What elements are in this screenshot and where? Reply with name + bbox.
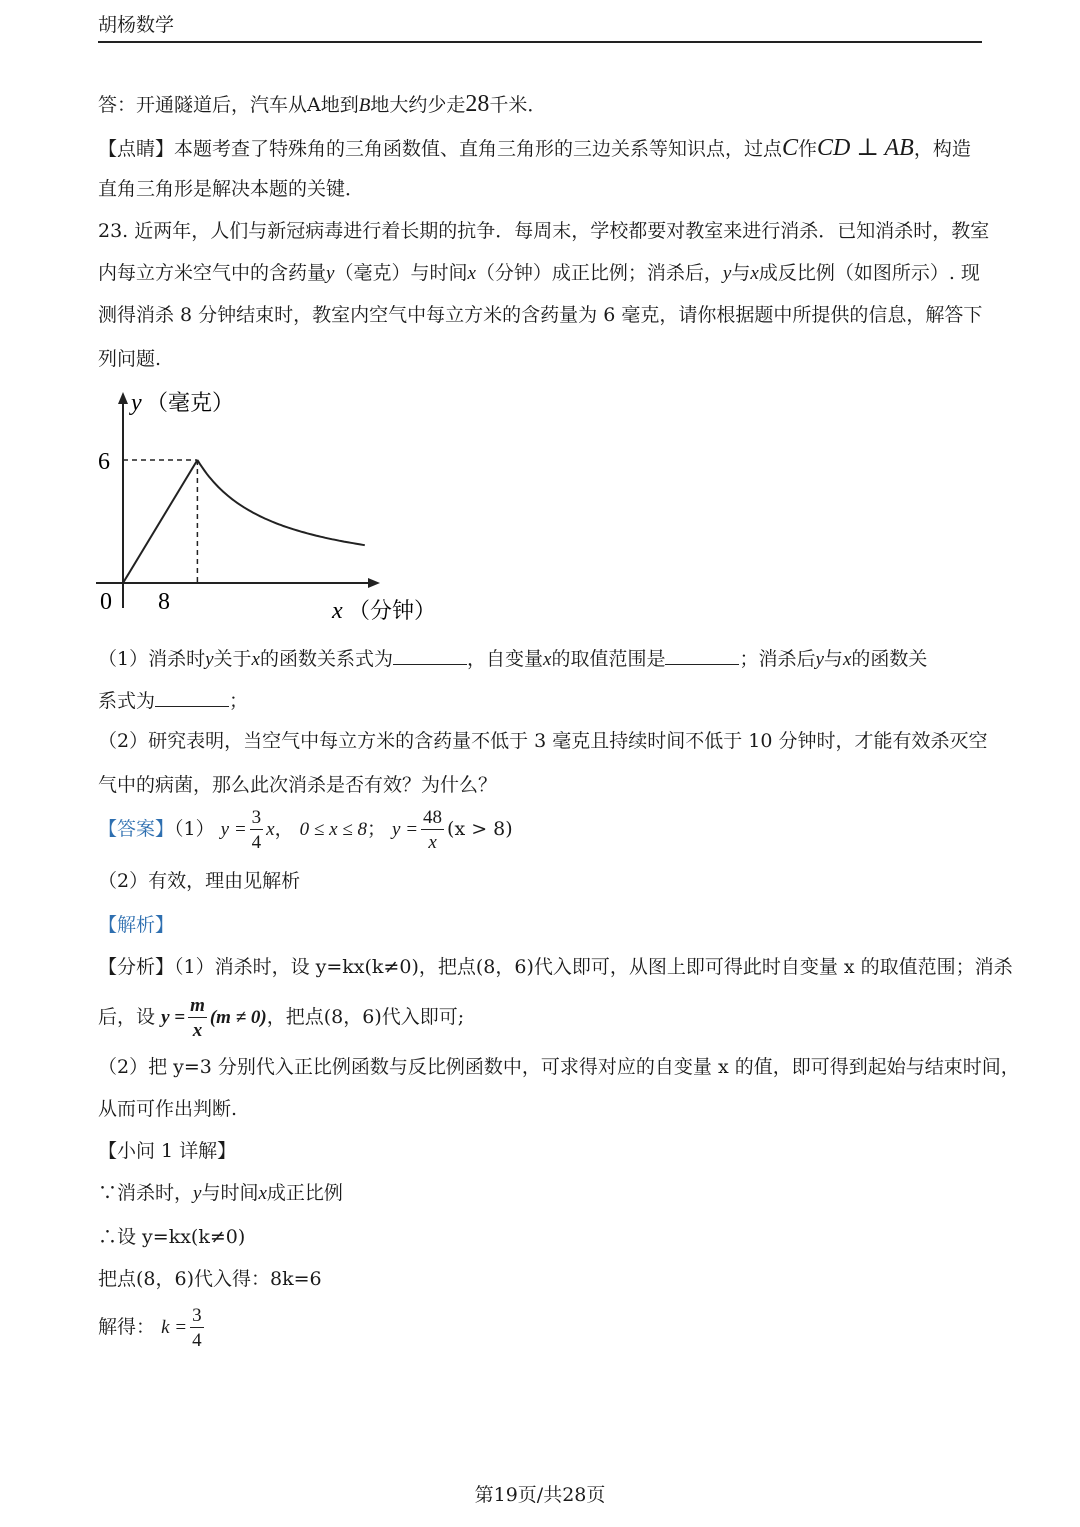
fraction-m-x: [188, 996, 207, 1040]
y-axis-unit: （毫克）: [146, 391, 235, 416]
detail-title: 【小问 1 详解】: [98, 1140, 237, 1162]
text: （1）: [174, 818, 215, 840]
text: （1）消杀时: [98, 648, 206, 670]
text: （毫克）与时间: [334, 262, 468, 284]
text: 系式为: [98, 690, 156, 712]
eq-lhs: y =: [161, 1007, 186, 1028]
text: 地大约少走: [370, 94, 466, 116]
series-proportional-line: [123, 460, 197, 583]
page-number: 第19页/共28页: [474, 1484, 606, 1506]
text: （分钟）成正比例；消杀后，: [475, 262, 723, 284]
series-inverse-curve: [197, 460, 364, 545]
detail-step-1: [98, 1184, 343, 1203]
text: ∵消杀时，: [98, 1182, 194, 1204]
text: 与时间: [201, 1182, 259, 1204]
detail-step-4: [98, 1306, 207, 1350]
text: 与: [731, 262, 751, 284]
sub2-line-1: （2）研究表明，当空气中每立方米的含药量不低于 3 毫克且持续时间不低于 10 分钟时，才能有效杀灭空: [98, 730, 988, 752]
text: ，: [274, 818, 294, 840]
eq-lhs: k =: [161, 1317, 188, 1338]
answer-line-1: [98, 808, 513, 852]
q23-line-3: 测得消杀 8 分钟结束时，教室内空气中每立方米的含药量为 6 毫克，请你根据题中所提供的信息，解答下: [98, 304, 983, 326]
var-x: x: [750, 263, 759, 284]
text: ；: [366, 818, 386, 840]
var-x: x: [266, 819, 275, 840]
point-b: B: [358, 95, 371, 116]
text: 内每立方米空气中的含药量: [98, 262, 327, 284]
function-graph: [90, 380, 450, 632]
text: ；: [229, 690, 249, 712]
x-axis-unit: （分钟）: [348, 599, 437, 624]
analysis-line-1: 【分析】（1）消杀时，设 y=kx(k≠0)，把点(8，6)代入即可，从图上即可得此时自变量 x 的取值范围；消杀: [98, 956, 1013, 978]
text: 千米．: [489, 94, 547, 116]
perpendicular-expr: CD ⊥ AB: [817, 135, 914, 161]
var-y: y: [815, 649, 824, 670]
point-c: C: [782, 135, 799, 161]
numerator: m: [190, 995, 205, 1016]
numerator: 3: [251, 807, 262, 828]
answer-conclusion: [98, 92, 546, 116]
text: 答：开通隧道后，汽车从A地到: [98, 94, 359, 116]
text: 成正比例: [266, 1182, 343, 1204]
sub1-line-1: [98, 648, 927, 669]
denominator: x: [428, 832, 437, 853]
answer-line-2: （2）有效，理由见解析: [98, 870, 301, 892]
y-axis-var: y: [131, 390, 142, 416]
fraction-3-4: [190, 1306, 204, 1350]
domain-range: 0 ≤ x ≤ 8: [299, 819, 367, 840]
text: 的函数关系式为: [259, 648, 393, 670]
x-axis-var: x: [332, 598, 343, 624]
q23-line-2: [98, 264, 980, 283]
text: 的取值范围是: [551, 648, 666, 670]
var-y: y: [193, 1183, 202, 1204]
detail-step-3: 把点(8，6)代入得：8k=6: [98, 1268, 322, 1290]
answer-blank: [155, 690, 229, 707]
distance-value: 28: [465, 91, 490, 117]
numerator: 48: [423, 807, 443, 828]
analysis-line-3: （2）把 y=3 分别代入正比例函数与反比例函数中，可求得对应的自变量 x 的值，即可得到起始与结束时间，: [98, 1056, 1020, 1078]
denominator: 4: [192, 1330, 202, 1351]
var-x: x: [543, 649, 552, 670]
var-x: x: [842, 649, 852, 670]
text: ，把点(8，6)代入即可;: [266, 1006, 465, 1028]
eq-lhs: y =: [220, 819, 247, 840]
analysis-tag: 【解析】: [98, 914, 175, 936]
var-y: y: [722, 263, 732, 284]
x-axis-arrow: [368, 578, 380, 588]
fraction-48-x: [421, 808, 444, 852]
text: 成反比例（如图所示）. 现: [758, 262, 980, 284]
answer-blank: [393, 648, 467, 665]
x-tick-label: 8: [158, 589, 170, 615]
text: 的函数关: [851, 648, 928, 670]
numerator: 3: [192, 1305, 202, 1326]
var-y: y: [326, 263, 335, 284]
condition: (x > 8): [447, 818, 513, 840]
var-x: x: [467, 263, 476, 284]
denominator: x: [192, 1020, 203, 1041]
var-y: y: [205, 649, 214, 670]
text: 解得：: [98, 1316, 156, 1338]
answer-tag: 【答案】: [98, 818, 175, 840]
tip-line-2: 直角三角形是解决本题的关键．: [98, 178, 365, 200]
text: ；消杀后: [739, 648, 816, 670]
detail-step-2: ∴设 y=kx(k≠0): [98, 1226, 246, 1248]
answer-blank: [665, 648, 739, 665]
var-x: x: [258, 1183, 267, 1204]
fraction-3-4: [250, 808, 264, 852]
origin-label: 0: [100, 589, 112, 615]
page-header: [98, 10, 982, 43]
text: 作: [798, 138, 818, 160]
text: 关于: [213, 648, 252, 670]
q23-line-1: 23. 近两年，人们与新冠病毒进行着长期的抗争．每周末，学校都要对教室来进行消杀．已知消杀时，教室: [98, 220, 990, 242]
text: 与: [823, 648, 843, 670]
q23-line-4: 列问题.: [98, 348, 162, 370]
condition: (m ≠ 0): [209, 1007, 267, 1028]
eq-lhs: y =: [392, 819, 419, 840]
text: ，自变量: [467, 648, 544, 670]
sub1-line-2: [98, 690, 248, 711]
tip-line-1: [98, 136, 971, 160]
header-title: 胡杨数学: [98, 14, 175, 36]
text: 后，设: [98, 1006, 156, 1028]
denominator: 4: [251, 832, 262, 853]
y-tick-label: 6: [98, 449, 110, 475]
sub2-line-2: 气中的病菌，那么此次消杀是否有效？为什么？: [98, 774, 498, 796]
var-x: x: [251, 649, 260, 670]
analysis-line-4: 从而可作出判断.: [98, 1098, 238, 1120]
text: ，构造: [913, 138, 971, 160]
text: 【点睛】本题考查了特殊角的三角函数值、直角三角形的三边关系等知识点，过点: [98, 138, 783, 160]
analysis-line-2: [98, 996, 464, 1040]
y-axis-arrow: [118, 392, 128, 404]
